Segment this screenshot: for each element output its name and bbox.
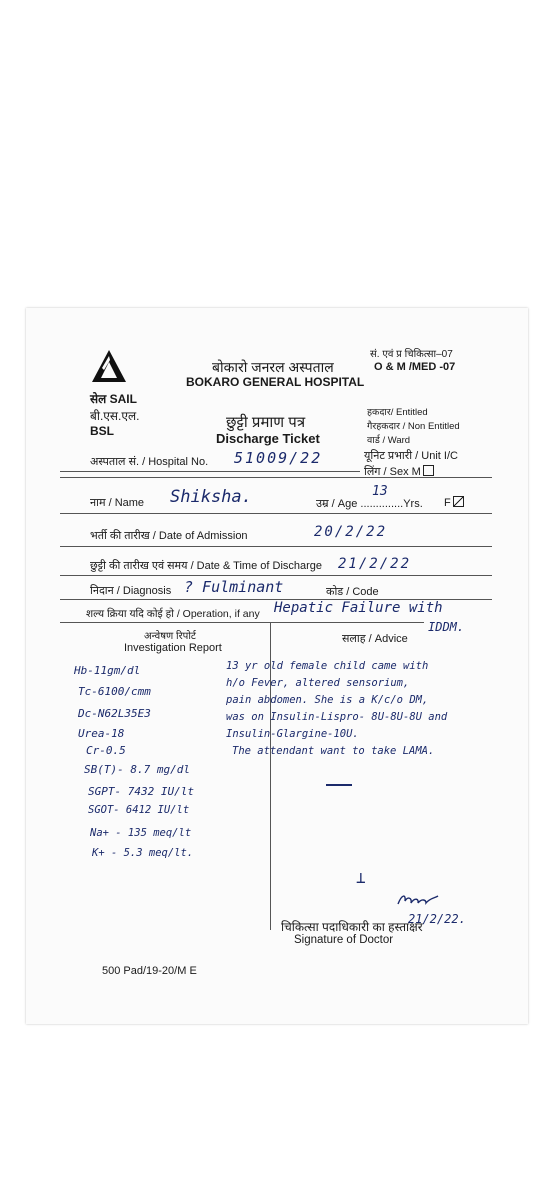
diagnosis-label: निदान / Diagnosis [90,585,172,597]
unit-label: यूनिट प्रभारी / Unit I/C [364,450,458,462]
discharge-date: 21/2/22 [338,556,412,572]
advice-line: was on Insulin-Lispro- 8U-8U-8U and [226,711,448,723]
doctor-signature-image [396,892,440,910]
lab-result: Dc-N62L35E3 [78,707,151,720]
advice-line: pain abdomen. She is a K/c/o DM, [226,694,429,706]
lab-result: Na+ - 135 meq/lt [90,827,192,839]
bsl-hindi-label: बी.एस.एल. [90,409,140,423]
sail-hindi-label: सेल SAIL [90,392,137,406]
hospital-no-value: 51009/22 [234,449,323,467]
advice-mark: ⊥ [356,868,366,887]
advice-line: h/o Fever, altered sensorium, [226,677,410,689]
operation-value-cont: IDDM. [428,620,465,634]
sex-label-text: लिंग / Sex M [364,466,421,478]
non-entitled-label: गैरहकदार / Non Entitled [367,421,460,432]
lab-result: SGOT- 6412 IU/lt [88,804,190,816]
sail-logo [90,348,128,384]
age-label: उम्र / Age ..............Yrs. [316,498,423,510]
age-value: 13 [372,484,388,499]
signature-date: 21/2/22. [408,912,466,926]
hospital-name-hindi: बोकारो जनरल अस्पताल [212,359,334,375]
form-code-hindi: सं. एवं प्र चिकित्सा–07 [370,349,453,360]
advice-line: 13 yr old female child came with [226,660,429,672]
female-mark [444,496,464,509]
advice-line: The attendant want to take LAMA. [232,745,435,757]
investigation-title-hindi: अन्वेषण रिपोर्ट [144,631,196,642]
operation-value: Hepatic Failure with [274,600,443,616]
admission-label: भर्ती की तारीख / Date of Admission [90,530,248,542]
ward-label: वार्ड / Ward [367,435,411,446]
pad-number: 500 Pad/19-20/M E [102,965,197,977]
code-label: कोड / Code [326,586,379,598]
female-checkbox [453,496,464,507]
discharge-label: छुट्टी की तारीख एवं समय / Date & Time of Discharge [90,560,323,572]
discharge-ticket-document [26,308,528,1024]
operation-label: शल्य क्रिया यदि कोई हो / Operation, if any [86,608,260,620]
title-hindi: छुट्टी प्रमाण पत्र [226,414,306,431]
bsl-label: BSL [90,424,114,438]
lab-result: SB(T)- 8.7 mg/dl [84,763,190,776]
document-title: Discharge Ticket [216,431,320,446]
entitled-label: हकदार/ Entitled [367,407,428,418]
advice-dash [326,784,352,786]
hospital-name: BOKARO GENERAL HOSPITAL [186,375,365,389]
doctor-signature-label-hindi: चिकित्सा पदाधिकारी का हस्ताक्षर [281,920,423,934]
lab-result: K+ - 5.3 meq/lt. [92,847,194,859]
lab-result: Hb-11gm/dl [74,664,141,677]
investigation-title: Investigation Report [124,642,222,654]
male-checkbox [423,465,434,476]
doctor-signature-label: Signature of Doctor [294,934,394,946]
lab-result: Tc-6100/cmm [78,685,151,698]
hospital-no-label: अस्पताल सं. / Hospital No. [90,456,209,468]
form-code: O & M /MED -07 [374,361,456,373]
lab-result: Urea-18 [78,727,125,740]
advice-title: सलाह / Advice [342,633,408,645]
admission-date: 20/2/22 [314,524,388,540]
female-label: F [444,497,451,509]
name-label: नाम / Name [90,497,145,509]
lab-result: SGPT- 7432 IU/lt [88,785,194,798]
name-value: Shiksha. [170,487,252,507]
advice-line: Insulin-Glargine-10U. [226,728,359,740]
diagnosis-value: ? Fulminant [184,578,284,596]
lab-result: Cr-0.5 [86,744,126,757]
